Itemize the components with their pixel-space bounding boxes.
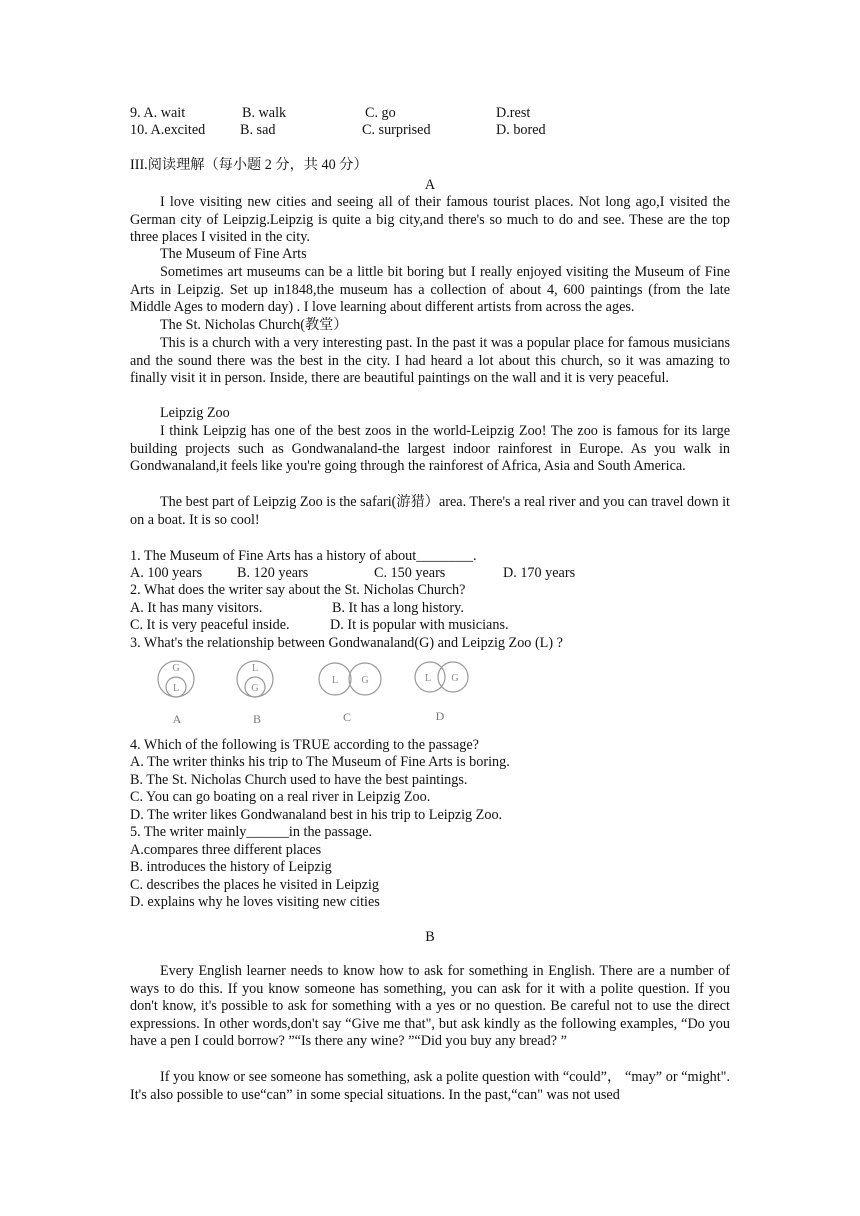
q5-option-b: B. introduces the history of Leipzig — [130, 859, 332, 875]
venn-diagram-figure — [155, 655, 505, 730]
question-5: 5. The writer mainly______in the passage. — [130, 824, 373, 840]
cloze-option-10-a: 10. A.excited — [130, 122, 206, 138]
paragraph-church: This is a church with a very interesting past. In the past it was a popular place for famous musicians and the sound there was the best in the city. I had heard a lot about this church, so it was amazing to finally visit it in person. Inside, there are beautiful paintings on the wall and it is very peaceful. — [130, 335, 730, 387]
q4-option-a: A. The writer thinks his trip to The Museum of Fine Arts is boring. — [130, 754, 510, 770]
q5-option-c: C. describes the places he visited in Leipzig — [130, 877, 379, 893]
venn-d-g-letter: G — [451, 673, 459, 684]
q2-option-d: D. It is popular with musicians. — [330, 617, 509, 633]
q1-option-c: C. 150 years — [374, 565, 446, 581]
paragraph-zoo: I think Leipzig has one of the best zoos in the world-Leipzig Zoo! The zoo is famous for its large building projects such as Gondwanaland-the largest indoor rainforest in Europe. As you walk in Gondwanaland,it feels like you're going through the rainforest of Africa, Asia and South America. — [130, 423, 730, 475]
q2-option-c: C. It is very peaceful inside. — [130, 617, 290, 633]
q5-option-d: D. explains why he loves visiting new cities — [130, 894, 380, 910]
venn-d-label: D — [435, 709, 445, 723]
q2-option-a: A. It has many visitors. — [130, 600, 263, 616]
venn-b-l-letter: L — [251, 663, 259, 674]
venn-c-label: C — [342, 710, 352, 724]
venn-a-label: A — [172, 712, 182, 726]
venn-b-g-letter: G — [251, 683, 259, 694]
venn-option-d — [415, 662, 468, 723]
venn-c-l-letter: L — [331, 675, 339, 686]
passage-b-paragraph-2: If you know or see someone has something, ask a polite question with “could”， “may” or “might". It's also possible to use“can” in some special situations. In the past,“can" was not used — [130, 1069, 730, 1103]
paragraph-safari: The best part of Leipzig Zoo is the safari(游猎）area. There's a real river and you can travel down it on a boat. It is so cool! — [130, 494, 730, 528]
venn-c-g-letter: G — [361, 675, 369, 686]
question-2: 2. What does the writer say about the St. Nicholas Church? — [130, 582, 466, 598]
venn-d-l-letter: L — [424, 673, 432, 684]
heading-zoo: Leipzig Zoo — [160, 405, 230, 421]
passage-a-intro: I love visiting new cities and seeing all of their famous tourist places. Not long ago,I visited the German city of Leipzig.Leipzig is quite a big city,and there's so much to do and see. These are the top three places I visited in the city. — [130, 194, 730, 246]
question-1: 1. The Museum of Fine Arts has a history of about________. — [130, 548, 477, 564]
cloze-option-10-d: D. bored — [496, 122, 546, 138]
heading-museum: The Museum of Fine Arts — [160, 246, 307, 262]
venn-a-g-letter: G — [172, 663, 180, 674]
cloze-option-10-c: C. surprised — [362, 122, 431, 138]
cloze-option-9-d: D.rest — [496, 105, 531, 121]
cloze-option-10-b: B. sad — [240, 122, 276, 138]
q4-option-b: B. The St. Nicholas Church used to have the best paintings. — [130, 772, 468, 788]
venn-a-l-letter: L — [172, 683, 180, 694]
q2-option-b: B. It has a long history. — [332, 600, 464, 616]
venn-option-b — [237, 661, 273, 726]
passage-a-label: A — [424, 177, 436, 193]
q1-option-b: B. 120 years — [237, 565, 309, 581]
passage-b-label: B — [425, 929, 435, 945]
cloze-option-9-c: C. go — [365, 105, 396, 121]
venn-option-c — [319, 663, 381, 724]
venn-option-a — [158, 661, 194, 726]
venn-b-label: B — [252, 712, 262, 726]
paragraph-museum: Sometimes art museums can be a little bit boring but I really enjoyed visiting the Museum of Fine Arts in Leipzig. Set up in1848,the museum has a collection of about 4, 600 paintings (from the late Middle Ages to modern day) . I love learning about different artists from across the ages. — [130, 264, 730, 316]
passage-b-paragraph-1: Every English learner needs to know how to ask for something in English. There are a number of ways to do this. If you know someone has something, you can ask for it with a polite question. If you don't know, it's possible to ask for something with a yes or no question. Be careful not to use the direct expressions. In other words,don't say “Give me that", but ask kindly as the following examples, “Do you have a pen I could borrow? ”“Is there any wine? ”“Did you buy any bread? ” — [130, 963, 730, 1050]
section-title: III.阅读理解（每小题 2 分，共 40 分） — [130, 157, 368, 173]
question-3: 3. What's the relationship between Gondwanaland(G) and Leipzig Zoo (L) ? — [130, 635, 563, 651]
heading-church: The St. Nicholas Church(教堂） — [160, 317, 348, 333]
cloze-option-9-b: B. walk — [242, 105, 287, 121]
q4-option-c: C. You can go boating on a real river in Leipzig Zoo. — [130, 789, 431, 805]
q1-option-d: D. 170 years — [503, 565, 576, 581]
question-4: 4. Which of the following is TRUE according to the passage? — [130, 737, 479, 753]
q4-option-d: D. The writer likes Gondwanaland best in his trip to Leipzig Zoo. — [130, 807, 503, 823]
q1-option-a: A. 100 years — [130, 565, 203, 581]
q5-option-a: A.compares three different places — [130, 842, 322, 858]
cloze-option-9-a: 9. A. wait — [130, 105, 186, 121]
